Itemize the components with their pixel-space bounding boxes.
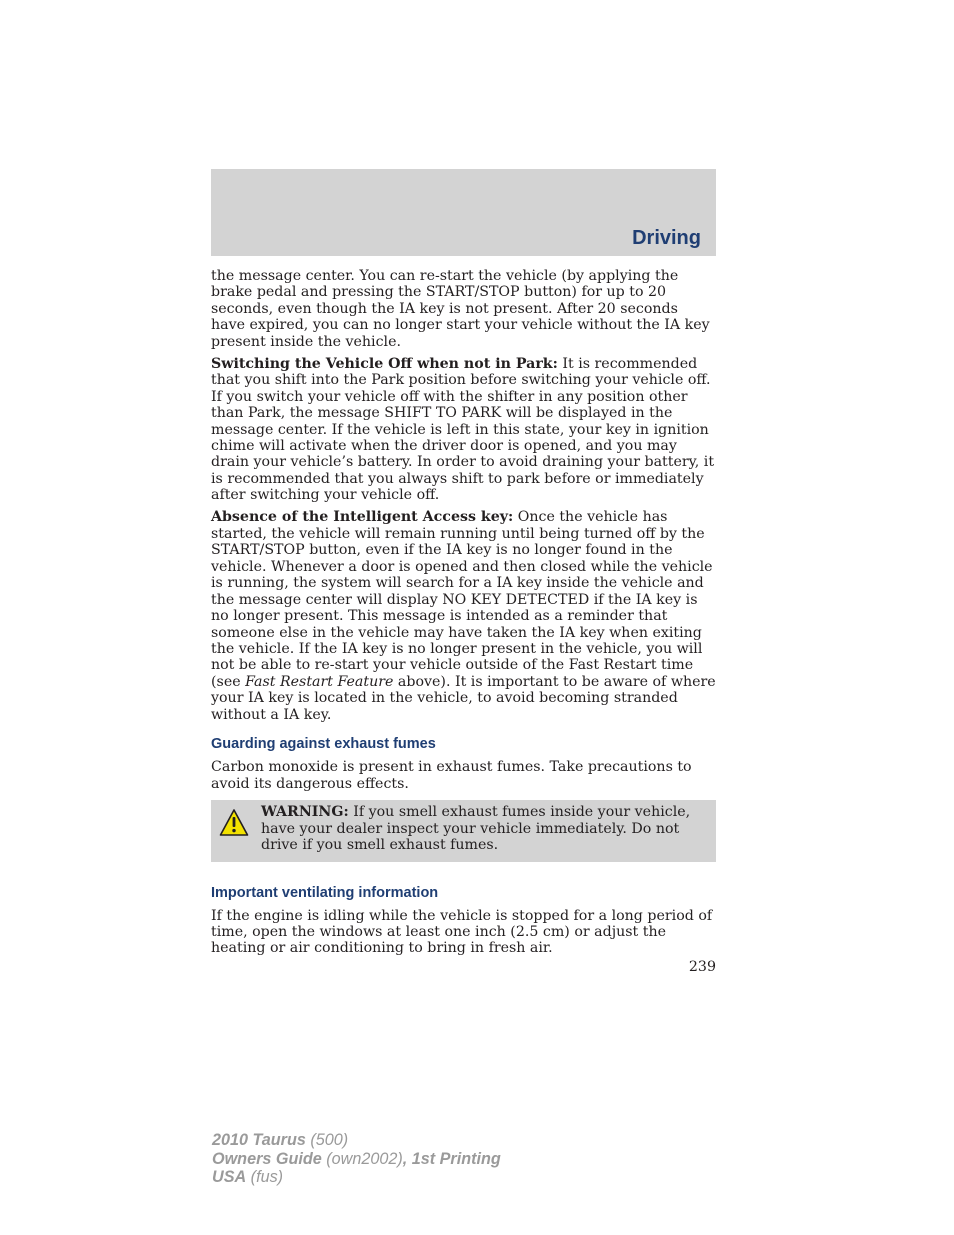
warning-triangle-icon xyxy=(219,808,249,838)
footer-line-guide xyxy=(212,1150,501,1169)
cross-reference: Fast Restart Feature xyxy=(245,673,394,690)
paragraph-lead: Switching the Vehicle Off when not in Park: xyxy=(211,355,558,372)
footer-guide: Owners Guide xyxy=(212,1149,322,1168)
paragraph-text: It is recommended that you shift into the Park position before switching your vehicle off. If you switch your vehicle off with the shifter in any position other than Park, the message SHIFT TO PARK will be displayed in the message center. If the vehicle is left in this state, your key in ignition chime will activate when the driver door is opened, and you may drain your vehicle’s battery. In order to avoid draining your battery, it is recommended that you always shift to park before or immediately after switching your vehicle off. xyxy=(211,355,715,504)
page-number: 239 xyxy=(688,959,716,975)
heading-exhaust-fumes: Guarding against exhaust fumes xyxy=(211,736,436,753)
paragraph-carbon-monoxide: Carbon monoxide is present in exhaust fumes. Take precautions to avoid its dangerous effects. xyxy=(211,759,692,792)
paragraph-lead: Absence of the Intelligent Access key: xyxy=(211,509,514,526)
paragraph-switching-off xyxy=(211,356,716,504)
section-header-band xyxy=(211,169,716,256)
page-content xyxy=(211,268,716,962)
paragraph-text: above). It is important to be aware of where your IA key is located in the vehicle, to avoid becoming stranded without a IA key. xyxy=(211,673,716,723)
warning-box xyxy=(211,800,716,861)
footer-model: 2010 Taurus xyxy=(212,1131,306,1149)
heading-ventilating: Important ventilating information xyxy=(211,884,439,901)
footer-market-code: (fus) xyxy=(246,1168,284,1186)
section-title: Driving xyxy=(632,227,701,249)
paragraph-text: Once the vehicle has started, the vehicle will remain running until being turned off by the START/STOP button, even if the IA key is no longer found in the vehicle. Whenever a door is opened and then closed while the vehicle is running, the system will search for a IA key inside the vehicle and the message center will display NO KEY DETECTED if the IA key is no longer present. This message is intended as a reminder that someone else in the vehicle may have taken the IA key when exiting the vehicle. If the IA key is no longer present in the vehicle, you will not be able to re-start your vehicle outside of the Fast Restart time (see xyxy=(211,509,713,690)
footer-guide-code: (own2002) xyxy=(321,1149,403,1168)
warning-label: WARNING: xyxy=(261,804,349,821)
footer-market: USA xyxy=(212,1168,247,1186)
footer-line-market xyxy=(212,1168,501,1187)
footer-printing: , 1st Printing xyxy=(402,1149,501,1168)
paragraph-absence-key xyxy=(211,509,716,723)
warning-message xyxy=(218,804,708,853)
footer-line-model xyxy=(212,1131,501,1150)
paragraph-restart: the message center. You can re-start the vehicle (by applying the brake pedal and pressing the START/STOP button) for up to 20 seconds, even though the IA key is not present. After 20 seconds have expired, you can no longer start your vehicle without the IA key present inside the vehicle. xyxy=(211,268,710,350)
document-footer xyxy=(212,1131,501,1187)
footer-model-code: (500) xyxy=(305,1131,349,1149)
paragraph-ventilating: If the engine is idling while the vehicle is stopped for a long period of time, open the windows at least one inch (2.5 cm) or adjust the heating or air conditioning to bring in fresh air. xyxy=(211,907,713,957)
warning-text: If you smell exhaust fumes inside your vehicle, have your dealer inspect your vehicle immediately. Do not drive if you smell exhaust fumes. xyxy=(261,804,691,854)
